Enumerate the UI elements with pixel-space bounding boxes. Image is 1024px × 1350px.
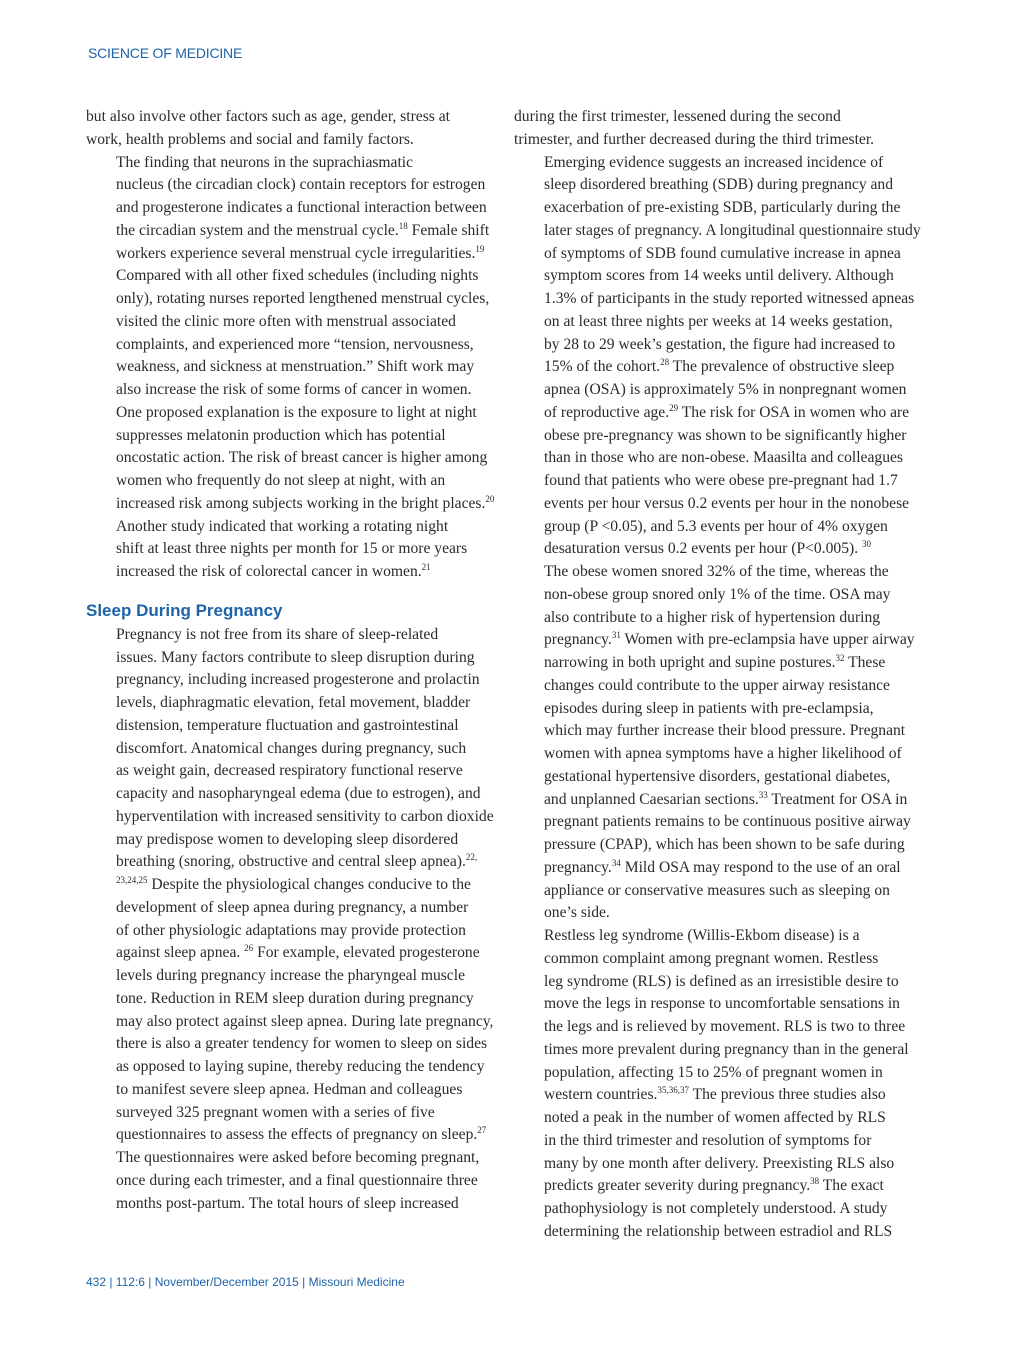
- text-line: pressure (CPAP), which has been shown to be safe during: [544, 836, 905, 853]
- left-paragraph-1: [86, 106, 496, 152]
- text-line: apnea (OSA) is approximately 5% in nonpregnant women: [544, 381, 907, 398]
- text-line: as opposed to laying supine, thereby reducing the tendency: [116, 1058, 485, 1075]
- text-line: pregnancy, including increased progesterone and prolactin: [116, 671, 480, 689]
- text-line: one’s side.: [544, 904, 610, 922]
- text-line: Another study indicated that working a rotating night: [116, 517, 449, 535]
- text-line: discomfort. Anatomical changes during pregnancy, such: [116, 739, 467, 757]
- section-heading: Sleep During Pregnancy: [86, 600, 283, 620]
- left-paragraph-2: [86, 152, 496, 584]
- citation-ref: 20: [485, 493, 495, 504]
- text-line: pregnancy.$^{31}$ Women with pre-eclampsia have upper airway: [544, 630, 915, 649]
- text-line: obese pre-pregnancy was shown to be significantly higher: [544, 426, 907, 444]
- left-paragraph-3: [86, 624, 496, 1216]
- text-line: the circadian system and the menstrual cycle.$^{18}$ Female shift: [116, 220, 490, 239]
- text-line: later stages of pregnancy. A longitudinal questionnaire study: [544, 221, 921, 239]
- text-line: western countries.$^{35,36,37}$ The previous three studies also: [544, 1085, 886, 1104]
- text-line: episodes during sleep in patients with pre-eclampsia,: [544, 699, 874, 717]
- text-line: only), rotating nurses reported lengthened menstrual cycles,: [116, 290, 490, 307]
- citation-ref: 29: [669, 402, 679, 413]
- text-line: of reproductive age.$^{29}$ The risk for OSA in women who are: [544, 402, 910, 421]
- text-line: nucleus (the circadian clock) contain receptors for estrogen: [116, 176, 486, 194]
- text-line: the legs and is relieved by movement. RLS is two to three: [544, 1018, 906, 1035]
- text-line: tone. Reduction in REM sleep duration during pregnancy: [116, 989, 474, 1007]
- text-line: pregnancy.$^{34}$ Mild OSA may respond to the use of an oral: [544, 857, 901, 876]
- text-line: and unplanned Caesarian sections.$^{33}$ Treatment for OSA in: [544, 789, 908, 808]
- text-line: breathing (snoring, obstructive and central sleep apnea).$^{22,}$: [116, 852, 478, 871]
- text-line: determining the relationship between estradiol and RLS: [544, 1222, 893, 1240]
- text-line: of other physiologic adaptations may provide protection: [116, 921, 466, 939]
- text-line: times more prevalent during pregnancy than in the general: [544, 1040, 909, 1058]
- text-line: may also protect against sleep apnea. During late pregnancy,: [116, 1012, 494, 1030]
- text-line: Pregnancy is not free from its share of sleep-related: [116, 625, 439, 643]
- text-line: noted a peak in the number of women affected by RLS: [544, 1109, 886, 1126]
- text-line: by 28 to 29 week’s gestation, the figure had increased to: [544, 335, 896, 353]
- text-line: Compared with all other fixed schedules (including nights: [116, 267, 479, 285]
- text-line: levels during pregnancy increase the pharyngeal muscle: [116, 967, 465, 984]
- text-line: common complaint among pregnant women. Restless: [544, 949, 879, 967]
- text-line: work, health problems and social and family factors.: [86, 130, 414, 148]
- text-line: against sleep apnea. $^{26}$ For example, elevated progesterone: [116, 943, 480, 962]
- text-line: events per hour versus 0.2 events per hour in the nonobese: [544, 494, 910, 512]
- citation-ref: 21: [421, 562, 431, 572]
- text-line: also contribute to a higher risk of hypertension during: [544, 608, 881, 626]
- text-line: The obese women snored 32% of the time, whereas the: [544, 563, 889, 580]
- text-line: as weight gain, decreased respiratory functional reserve: [116, 762, 463, 780]
- text-line: surveyed 325 pregnant women with a series of five: [116, 1103, 435, 1121]
- text-line: Emerging evidence suggests an increased incidence of: [544, 153, 884, 171]
- right-column: [514, 106, 924, 1244]
- text-line: leg syndrome (RLS) is defined as an irresistible desire to: [544, 972, 899, 990]
- text-line: pregnant patients remains to be continuous positive airway: [544, 813, 911, 831]
- text-line: desaturation versus 0.2 events per hour (P<0.005). $^{30}$: [544, 539, 872, 558]
- text-line: levels, diaphragmatic elevation, fetal movement, bladder: [116, 694, 471, 711]
- text-line: during the first trimester, lessened during the second: [514, 108, 841, 125]
- text-line: distension, temperature fluctuation and gastrointestinal: [116, 716, 459, 734]
- left-column: [86, 106, 496, 1215]
- text-line: and progesterone indicates a functional interaction between: [116, 199, 487, 216]
- text-line: increased the risk of colorectal cancer in women.$^{21}$: [116, 562, 431, 580]
- text-line: workers experience several menstrual cycle irregularities.$^{19}$: [116, 243, 485, 262]
- citation-ref: 23,24,25: [116, 875, 148, 885]
- text-line: once during each trimester, and a final questionnaire three: [116, 1171, 478, 1189]
- text-line: complaints, and experienced more “tension, nervousness,: [116, 335, 474, 353]
- text-line: The questionnaires were asked before becoming pregnant,: [116, 1149, 480, 1166]
- citation-ref: 18: [398, 220, 408, 231]
- text-line: women with apnea symptoms have a higher likelihood of: [544, 745, 902, 762]
- citation-ref: 19: [475, 243, 485, 254]
- text-line: there is also a greater tendency for women to sleep on sides: [116, 1035, 488, 1053]
- citation-ref: 35,36,37: [657, 1085, 689, 1096]
- text-line: 1.3% of participants in the study reported witnessed apneas: [544, 290, 915, 307]
- right-paragraph-2: [514, 152, 924, 926]
- right-paragraph-3: [514, 925, 924, 1244]
- text-line: suppresses melatonin production which has potential: [116, 426, 446, 444]
- text-line: of symptoms of SDB found cumulative increase in apnea: [544, 244, 901, 262]
- text-line: population, affecting 15 to 25% of pregnant women in: [544, 1063, 883, 1081]
- text-line: exacerbation of pre-existing SDB, particularly during the: [544, 199, 901, 216]
- citation-ref: 34: [611, 857, 621, 868]
- citation-ref: 22,: [465, 852, 478, 863]
- citation-ref: 32: [835, 653, 845, 663]
- text-line: move the legs in response to uncomfortable sensations in: [544, 995, 900, 1013]
- citation-ref: 27: [477, 1125, 487, 1136]
- text-line: 15% of the cohort.$^{28}$ The prevalence of obstructive sleep: [544, 357, 895, 376]
- text-line: non-obese group snored only 1% of the time. OSA may: [544, 585, 891, 603]
- text-line: than in those who are non-obese. Maasilta and colleagues: [544, 449, 903, 467]
- text-line: predicts greater severity during pregnancy.$^{38}$ The exact: [544, 1176, 884, 1195]
- text-line: group (P <0.05), and 5.3 events per hour of 4% oxygen: [544, 517, 888, 535]
- text-line: hyperventilation with increased sensitivity to carbon dioxide: [116, 807, 494, 825]
- text-line: questionnaires to assess the effects of pregnancy on sleep.$^{27}$: [116, 1125, 487, 1144]
- text-line: Restless leg syndrome (Willis-Ekbom disease) is a: [544, 927, 860, 944]
- text-line: capacity and nasopharyngeal edema (due to estrogen), and: [116, 785, 481, 802]
- text-line: also increase the risk of some forms of cancer in women.: [116, 381, 472, 398]
- text-line: to manifest severe sleep apnea. Hedman and colleagues: [116, 1080, 463, 1098]
- text-line: changes could contribute to the upper airway resistance: [544, 676, 890, 694]
- text-line: sleep disordered breathing (SDB) during pregnancy and: [544, 176, 894, 194]
- text-line: may predispose women to developing sleep disordered: [116, 830, 459, 848]
- text-line: symptom scores from 14 weeks until delivery. Although: [544, 267, 894, 285]
- right-paragraph-1: [514, 106, 924, 152]
- page-footer: 432 | 112:6 | November/December 2015 | Missouri Medicine: [86, 1275, 405, 1289]
- text-line: many by one month after delivery. Preexisting RLS also: [544, 1154, 895, 1172]
- text-line: trimester, and further decreased during the third trimester.: [514, 130, 875, 148]
- citation-ref: 26: [244, 943, 254, 954]
- text-line: The finding that neurons in the suprachiasmatic: [116, 153, 414, 171]
- section-header: SCIENCE OF MEDICINE: [88, 45, 243, 61]
- text-line: issues. Many factors contribute to sleep disruption during: [116, 648, 475, 666]
- citation-ref: 31: [611, 630, 621, 641]
- text-line: pathophysiology is not completely understood. A study: [544, 1200, 888, 1217]
- text-line: development of sleep apnea during pregnancy, a number: [116, 898, 469, 916]
- text-line: in the third trimester and resolution of symptoms for: [544, 1131, 872, 1149]
- text-line: gestational hypertensive disorders, gestational diabetes,: [544, 767, 891, 785]
- text-line: oncostatic action. The risk of breast cancer is higher among: [116, 449, 488, 467]
- citation-ref: 38: [810, 1176, 820, 1187]
- text-line: women who frequently do not sleep at night, with an: [116, 472, 446, 489]
- text-line: narrowing in both upright and supine postures.$^{32}$ These: [544, 653, 886, 671]
- text-line: months post-partum. The total hours of sleep increased: [116, 1194, 459, 1212]
- text-line: which may further increase their blood pressure. Pregnant: [544, 722, 906, 740]
- text-line: appliance or conservative measures such as sleeping on: [544, 881, 890, 899]
- text-line: One proposed explanation is the exposure to light at night: [116, 403, 477, 421]
- text-line: increased risk among subjects working in the bright places.$^{20}$: [116, 493, 495, 512]
- text-line: $^{23,24,25}$ Despite the physiological changes conducive to the: [116, 875, 471, 893]
- text-line: weakness, and sickness at menstruation.” Shift work may: [116, 358, 475, 376]
- text-line: shift at least three nights per month for 15 or more years: [116, 540, 468, 558]
- text-line: on at least three nights per weeks at 14 weeks gestation,: [544, 312, 893, 330]
- text-line: but also involve other factors such as age, gender, stress at: [86, 108, 450, 125]
- text-line: found that patients who were obese pre-pregnant had 1.7: [544, 472, 898, 489]
- citation-ref: 28: [660, 357, 670, 368]
- citation-ref: 30: [862, 539, 872, 550]
- citation-ref: 33: [758, 789, 768, 800]
- text-line: visited the clinic more often with menstrual associated: [116, 312, 456, 330]
